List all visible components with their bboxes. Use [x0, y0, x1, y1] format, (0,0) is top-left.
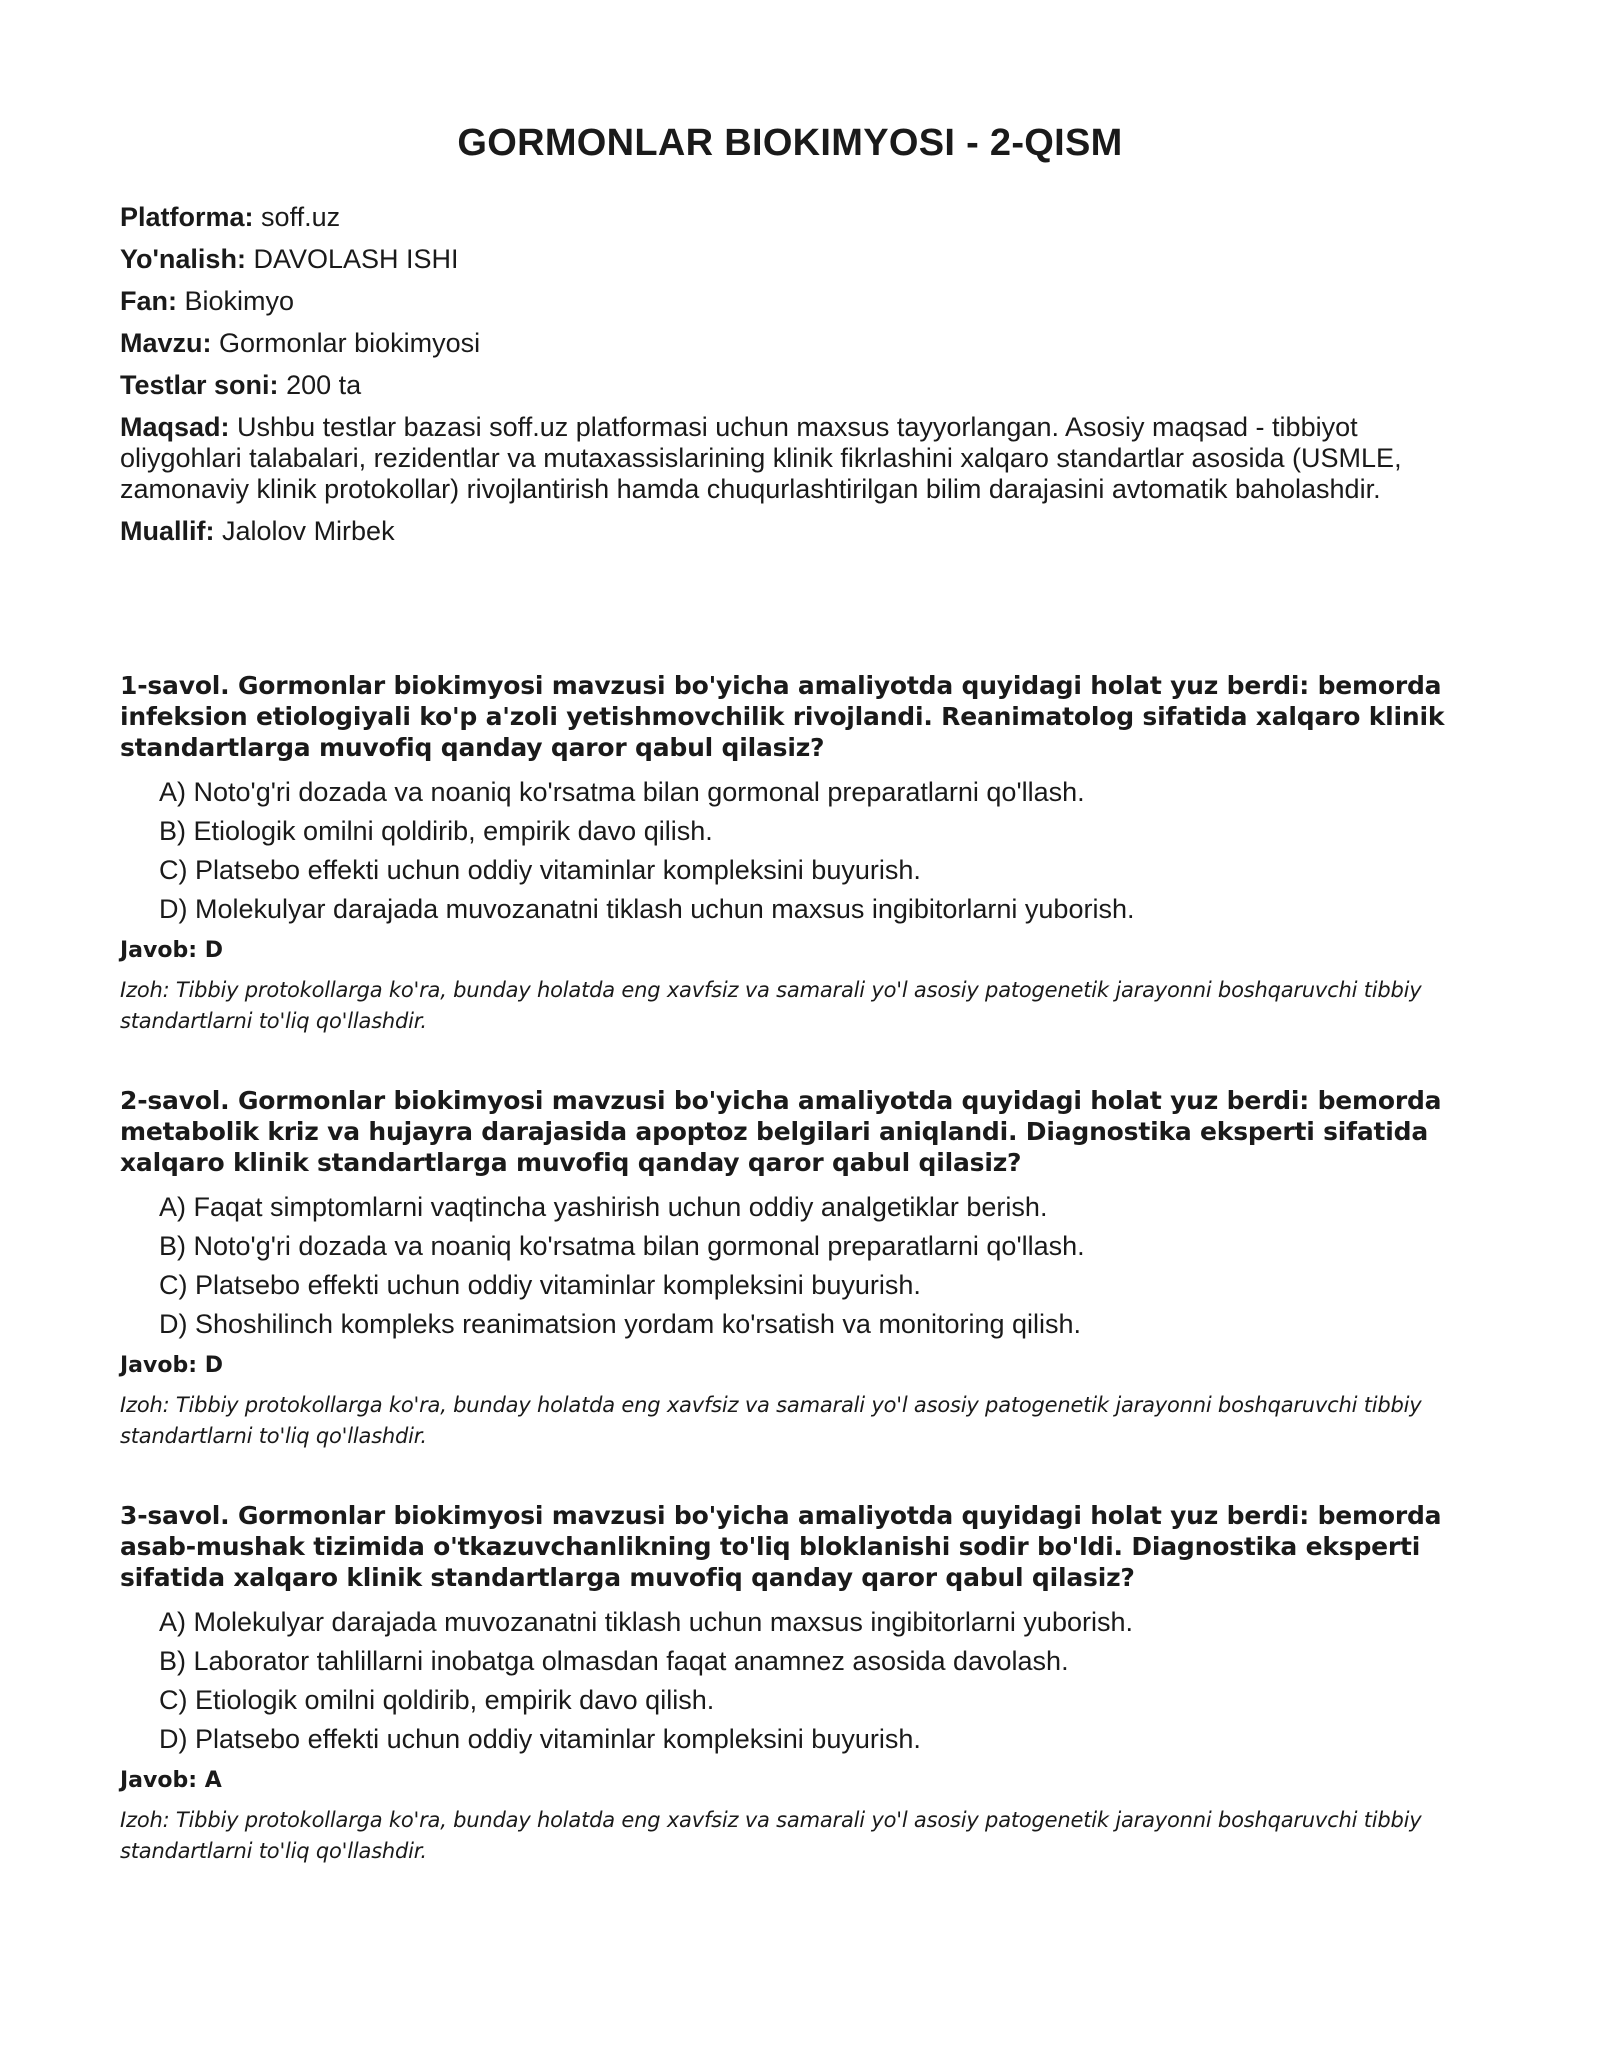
- option-list: [120, 777, 1460, 925]
- explanation: Izoh: Tibbiy protokollarga ko'ra, bunday holatda eng xavfsiz va samarali yo'l asosiy patogenetik jarayonni boshqaruvchi tibbiy standartlarni to'liq qo'llashdir.: [120, 1393, 1422, 1448]
- meta-muallif: [120, 516, 1460, 547]
- meta-value: Ushbu testlar bazasi soff.uz platformasi uchun maxsus tayyorlangan. Asosiy maqsad - tibbiyot oliygohlari talabalari, rezidentlar va mutaxassislarining klinik fikrlashini xalqaro standartlar asosida (USMLE, zamonaviy klinik protokollar) rivojlantirish hamda chuqurlashtirilgan bilim darajasini avtomatik baholashdir.: [120, 412, 1402, 504]
- meta-maqsad: [120, 412, 1460, 505]
- option-c: C) Etiologik omilni qoldirib, empirik davo qilish.: [159, 1685, 715, 1715]
- document-metadata: [120, 202, 1460, 558]
- answer-line: Javob: D: [120, 938, 223, 963]
- option-d: D) Platsebo effekti uchun oddiy vitaminlar kompleksini buyurish.: [159, 1724, 921, 1754]
- answer-line: Javob: A: [120, 1768, 222, 1793]
- meta-label: Yo'nalish:: [120, 244, 246, 274]
- meta-label: Fan:: [120, 286, 177, 316]
- question-block: [120, 670, 1460, 1037]
- question-block: [120, 1085, 1460, 1452]
- question-text: 2-savol. Gormonlar biokimyosi mavzusi bo'yicha amaliyotda quyidagi holat yuz berdi: bemorda metabolik kriz va hujayra darajasida apoptoz belgilari aniqlandi. Diagnostika eksperti sifatida xalqaro klinik standartlarga muvofiq qanday qaror qabul qilasiz?: [120, 1086, 1442, 1177]
- explanation: Izoh: Tibbiy protokollarga ko'ra, bunday holatda eng xavfsiz va samarali yo'l asosiy patogenetik jarayonni boshqaruvchi tibbiy standartlarni to'liq qo'llashdir.: [120, 978, 1422, 1033]
- meta-yonalish: [120, 244, 1460, 275]
- option-b: B) Etiologik omilni qoldirib, empirik davo qilish.: [159, 816, 713, 846]
- answer-line: Javob: D: [120, 1353, 223, 1378]
- meta-fan: [120, 286, 1460, 317]
- meta-label: Muallif:: [120, 516, 215, 546]
- question-text: 3-savol. Gormonlar biokimyosi mavzusi bo'yicha amaliyotda quyidagi holat yuz berdi: bemorda asab-mushak tizimida o'tkazuvchanlikning to'liq bloklanishi sodir bo'ldi. Diagnostika eksperti sifatida xalqaro klinik standartlarga muvofiq qanday qaror qabul qilasiz?: [120, 1501, 1442, 1592]
- question-text: 1-savol. Gormonlar biokimyosi mavzusi bo'yicha amaliyotda quyidagi holat yuz berdi: bemorda infeksion etiologiyali ko'p a'zoli yetishmovchilik rivojlandi. Reanimatolog sifatida xalqaro klinik standartlarga muvofiq qanday qaror qabul qilasiz?: [120, 671, 1445, 762]
- meta-mavzu: [120, 328, 1460, 359]
- meta-testlar-soni: [120, 370, 1460, 401]
- option-c: C) Platsebo effekti uchun oddiy vitaminlar kompleksini buyurish.: [159, 855, 921, 885]
- option-d: D) Molekulyar darajada muvozanatni tiklash uchun maxsus ingibitorlarni yuborish.: [159, 894, 1135, 924]
- option-d: D) Shoshilinch kompleks reanimatsion yordam ko'rsatish va monitoring qilish.: [159, 1309, 1082, 1339]
- meta-value: soff.uz: [261, 202, 341, 232]
- option-b: B) Laborator tahlillarni inobatga olmasdan faqat anamnez asosida davolash.: [159, 1646, 1069, 1676]
- option-list: [120, 1192, 1460, 1340]
- option-b: B) Noto'g'ri dozada va noaniq ko'rsatma bilan gormonal preparatlarni qo'llash.: [159, 1231, 1085, 1261]
- option-a: A) Noto'g'ri dozada va noaniq ko'rsatma bilan gormonal preparatlarni qo'llash.: [159, 777, 1085, 807]
- meta-value: Jalolov Mirbek: [222, 516, 395, 546]
- meta-platforma: [120, 202, 1460, 233]
- question-list: [120, 670, 1460, 1915]
- meta-value: DAVOLASH ISHI: [253, 244, 459, 274]
- option-list: [120, 1607, 1460, 1755]
- option-a: A) Faqat simptomlarni vaqtincha yashirish uchun oddiy analgetiklar berish.: [159, 1192, 1048, 1222]
- document-title: GORMONLAR BIOKIMYOSI - 2-QISM: [457, 122, 1123, 164]
- explanation: Izoh: Tibbiy protokollarga ko'ra, bunday holatda eng xavfsiz va samarali yo'l asosiy patogenetik jarayonni boshqaruvchi tibbiy standartlarni to'liq qo'llashdir.: [120, 1808, 1422, 1863]
- meta-value: Gormonlar biokimyosi: [219, 328, 481, 358]
- option-c: C) Platsebo effekti uchun oddiy vitaminlar kompleksini buyurish.: [159, 1270, 921, 1300]
- meta-label: Maqsad:: [120, 412, 230, 442]
- question-block: [120, 1500, 1460, 1867]
- meta-label: Testlar soni:: [120, 370, 279, 400]
- meta-label: Platforma:: [120, 202, 254, 232]
- meta-label: Mavzu:: [120, 328, 212, 358]
- option-a: A) Molekulyar darajada muvozanatni tiklash uchun maxsus ingibitorlarni yuborish.: [159, 1607, 1133, 1637]
- meta-value: 200 ta: [286, 370, 362, 400]
- meta-value: Biokimyo: [184, 286, 295, 316]
